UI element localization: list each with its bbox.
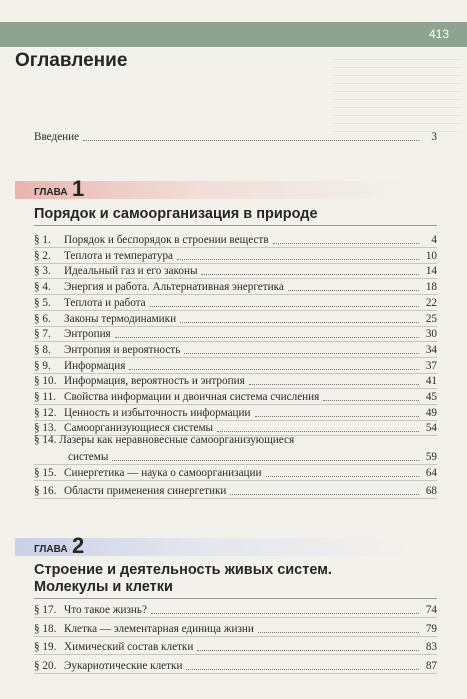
toc-entry-text: Клетка — элементарная единица жизни — [64, 622, 254, 635]
toc-entry-page: 87 — [425, 659, 437, 672]
toc-entry-text: Энергия и работа. Альтернативная энергетика — [64, 281, 284, 294]
toc-entry-title — [34, 623, 254, 636]
chapter-1-rule — [34, 225, 437, 226]
chapter-2-title-line1: Строение и деятельность живых систем. — [34, 562, 332, 578]
toc-entry-text: Информация — [64, 359, 126, 372]
toc-entry-section: § 5. — [34, 296, 51, 309]
dot-leader — [230, 494, 419, 495]
toc-entry-section: § 14. — [34, 434, 57, 446]
dot-leader — [197, 650, 419, 651]
toc-intro-row[interactable] — [34, 126, 437, 144]
toc-entry-title-continued: системы — [68, 451, 109, 463]
toc-entry-text: Эукариотические клетки — [64, 659, 183, 672]
toc-entry-section: § 9. — [34, 359, 51, 372]
toc-entry-row[interactable] — [34, 655, 437, 673]
page-title: Оглавление — [15, 50, 128, 71]
toc-entry-page: 37 — [425, 359, 437, 372]
dot-leader — [83, 140, 419, 141]
chapter-2-title-line2: Молекулы и клетки — [34, 579, 173, 595]
chapter-1-number: 1 — [72, 176, 85, 201]
chapter-1-label: ГЛАВА — [34, 187, 68, 198]
toc-entry-page: 30 — [425, 328, 437, 341]
toc-entry-section: § 17. — [34, 604, 57, 616]
toc-entry-page: 64 — [425, 467, 437, 479]
toc-entry-text: Информация, вероятность и энтропия — [64, 375, 245, 388]
toc-entry-section: § 4. — [34, 281, 51, 294]
toc-entry-row[interactable] — [34, 618, 437, 636]
toc-entry-section: § 20. — [34, 659, 57, 672]
toc-entry-section: § 19. — [34, 641, 57, 653]
dot-leader — [258, 632, 419, 633]
toc-entry-text: Что такое жизнь? — [64, 604, 147, 616]
toc-entry-text: Теплота и температура — [64, 249, 174, 262]
toc-entry-title — [34, 660, 182, 673]
toc-entry-section: § 8. — [34, 343, 51, 356]
toc-entry-page: 54 — [425, 422, 437, 435]
toc-entry-title — [34, 485, 226, 498]
dot-leader — [151, 613, 419, 614]
toc-entry-page: 34 — [425, 343, 437, 356]
toc-entry-page: 14 — [425, 265, 437, 278]
toc-entry-page: 18 — [425, 281, 437, 294]
toc-entry-page: 41 — [425, 375, 437, 388]
toc-entry-page: 79 — [425, 622, 437, 635]
toc-entry-section: § 7. — [34, 328, 51, 341]
toc-entry-section: § 11. — [34, 391, 56, 403]
toc-entry-page: 68 — [425, 485, 437, 497]
chapter-1-title: Порядок и самоорганизация в природе — [34, 206, 318, 222]
toc-entry-section: § 10. — [34, 375, 57, 388]
toc-entry-section: § 13. — [34, 422, 57, 435]
toc-entry-page: 83 — [425, 641, 437, 653]
toc-entry-page: 45 — [425, 391, 437, 403]
toc-entry-page: 4 — [431, 234, 437, 246]
toc-entry-section: § 2. — [34, 249, 51, 262]
toc-entry-page: 49 — [425, 406, 437, 419]
toc-entry-row[interactable] — [34, 636, 437, 654]
toc-entry-section: § 15. — [34, 467, 57, 479]
toc-entry-text: Синергетика — наука о самоорганизации — [64, 467, 262, 479]
toc-entry-text: Теплота и работа — [64, 296, 146, 309]
toc-entry-text: Законы термодинамики — [64, 312, 177, 325]
header-bar — [0, 22, 467, 47]
toc-entry-title — [34, 604, 147, 617]
row-divider — [34, 498, 437, 499]
toc-entry-section: § 3. — [34, 265, 51, 278]
toc-entry-text: Области применения синергетики — [64, 485, 227, 497]
dot-leader — [186, 669, 419, 670]
toc-entry-text: Энтропия и вероятность — [64, 343, 181, 356]
bleed-through-text — [333, 52, 463, 132]
page-number: 413 — [428, 27, 449, 41]
toc-entry-title — [34, 641, 193, 654]
dot-leader — [112, 460, 419, 461]
toc-entry-page: 10 — [425, 249, 437, 262]
toc-entry-section: § 16. — [34, 485, 57, 497]
dot-leader — [266, 476, 420, 477]
toc-entry-row[interactable] — [34, 462, 437, 480]
chapter-2-label: ГЛАВА — [34, 544, 68, 555]
toc-entry-title: Лазеры как неравновесные самоорганизующиеся — [59, 434, 295, 446]
toc-entry-text: Порядок и беспорядок в строении веществ — [64, 234, 269, 246]
toc-entry-text: Химический состав клетки — [64, 641, 194, 653]
toc-entry-text: Самоорганизующиеся системы — [64, 422, 214, 435]
toc-entry-page: 22 — [425, 296, 437, 309]
toc-entry-section: § 12. — [34, 406, 57, 419]
toc-entry-page: 3 — [431, 131, 437, 143]
toc-entry-text: Идеальный газ и его законы — [64, 265, 198, 278]
dot-leader — [217, 431, 419, 432]
toc-entry-section: § 6. — [34, 312, 51, 325]
toc-entry-row[interactable] — [34, 480, 437, 498]
toc-entry-title — [34, 467, 262, 480]
toc-entry-text: Ценность и избыточность информации — [64, 406, 251, 419]
toc-entry-section: § 1. — [34, 234, 51, 246]
chapter-2-number: 2 — [72, 533, 85, 558]
toc-entry-title: Введение — [34, 131, 80, 143]
toc-entry-section: § 18. — [34, 622, 57, 635]
toc-entry-14-line1[interactable] — [34, 434, 294, 446]
row-divider — [34, 673, 437, 674]
toc-entry-page: 25 — [425, 312, 437, 325]
toc-entry-row[interactable] — [34, 599, 437, 617]
toc-entry-page: 74 — [425, 604, 437, 616]
toc-entry-page: 59 — [425, 451, 437, 463]
toc-entry-text: Энтропия — [64, 328, 111, 341]
toc-entry-row[interactable] — [34, 417, 437, 435]
toc-entry-text: Свойства информации и двоичная система счисления — [64, 391, 320, 403]
